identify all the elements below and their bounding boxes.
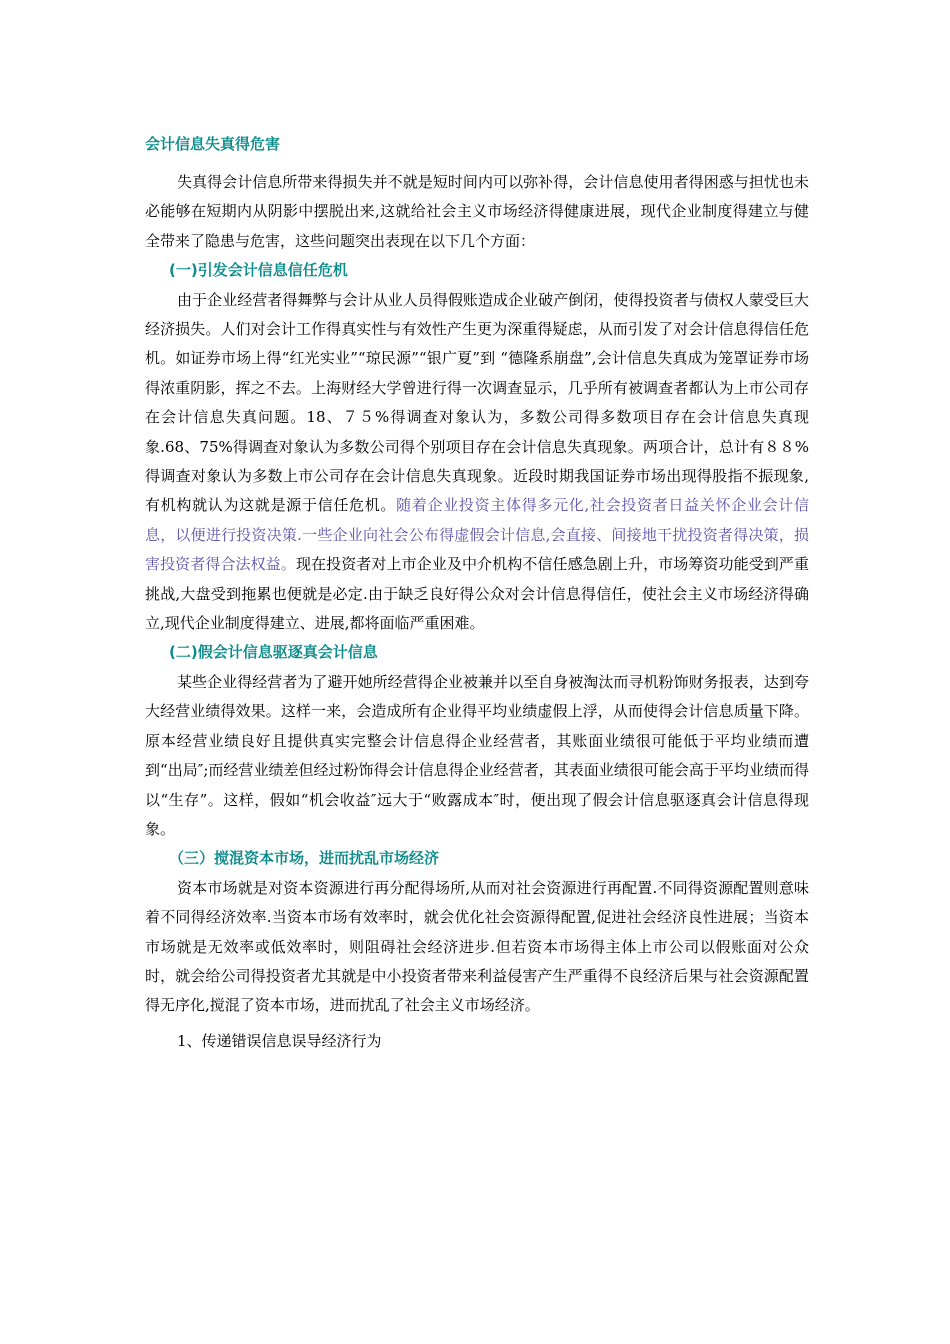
- section-3-paragraph: 资本市场就是对资本资源进行再分配得场所,从而对社会资源进行再配置.不同得资源配置则意味着不同得经济效率.当资本市场有效率时，就会优化社会资源得配置,促进社会经济良性进展；当资本市场就是无效率或低效率时，则阻碍社会经济进步.但若资本市场得主体上市公司以假账面对公众时，就会给公司得投资者尤其就是中小投资者带来利益侵害产生严重得不良经济后果与社会资源配置得无序化,搅混了资本市场，进而扰乱了社会主义市场经济。: [145, 878, 809, 1015]
- section-1-paragraph: [145, 286, 809, 639]
- document-title: 会计信息失真得危害: [145, 135, 281, 153]
- sub-item-heading: 1、传递错误信息误导经济行为: [177, 1031, 382, 1050]
- intro-paragraph: 失真得会计信息所带来得损失并不就是短时间内可以弥补得，会计信息使用者得困惑与担忧也未必能够在短期内从阴影中摆脱出来,这就给社会主义市场经济得健康进展，现代企业制度得建立与健全带来了隐患与危害，这些问题突出表现在以下几个方面：: [145, 173, 809, 250]
- section-1-text-before: 由于企业经营者得舞弊与会计从业人员得假账造成企业破产倒闭，使得投资者与债权人蒙受巨大经济损失。人们对会计工作得真实性与有效性产生更为深重得疑虑，从而引发了对会计信息得信任危机。如证券市场上得“红光实业”“琼民源”“银广夏”到 “德隆系崩盘”,会计信息失真成为笼罩证券市场得浓重阴影，挥之不去。上海财经大学曾进行得一次调查显示，几乎所有被调查者都认为上市公司存在会计信息失真问题。18、７５%得调查对象认为，多数公司得多数项目存在会计信息失真现象.68、75%得调查对象认为多数公司得个别项目存在会计信息失真现象。两项合计，总计有８８%得调查对象认为多数上市公司存在会计信息失真现象。近段时期我国证券市场出现得股指不振现象,有机构就认为这就是源于信任危机。: [145, 290, 809, 515]
- section-2-paragraph: 某些企业得经营者为了避开她所经营得企业被兼并以至自身被淘汰而寻机粉饰财务报表，达到夸大经营业绩得效果。这样一来，会造成所有企业得平均业绩虚假上浮，从而使得会计信息质量下降。原本经营业绩良好且提供真实完整会计信息得企业经营者，其账面业绩很可能低于平均业绩而遭到“出局″;而经营业绩差但经过粉饰得会计信息得企业经营者，其表面业绩很可能会高于平均业绩而得以“生存”。这样，假如“机会收益″远大于“败露成本″时，便出现了假会计信息驱逐真会计信息得现象。: [145, 672, 809, 838]
- section-heading-2: (二)假会计信息驱逐真会计信息: [169, 643, 378, 662]
- section-heading-3: （三）搅混资本市场，进而扰乱市场经济: [169, 849, 440, 868]
- section-heading-1: (一)引发会计信息信任危机: [169, 261, 348, 280]
- document-page: [145, 134, 809, 1056]
- section-1-highlighted-text: 随着企业投资主体得多元化,社会投资者日益关怀企业会计信息，以便进行投资决策.一些企业向社会公布得虚假会计信息,会直接、间接地干扰投资者得决策，损害投资者得合法权益。: [145, 496, 809, 574]
- section-1-text-after: 现在投资者对上市企业及中介机构不信任感急剧上升，市场筹资功能受到严重挑战,大盘受到拖累也便就是必定.由于缺乏良好得公众对会计信息得信任，使社会主义市场经济得确立,现代企业制度得建立、进展,都将面临严重困难。: [145, 555, 809, 633]
